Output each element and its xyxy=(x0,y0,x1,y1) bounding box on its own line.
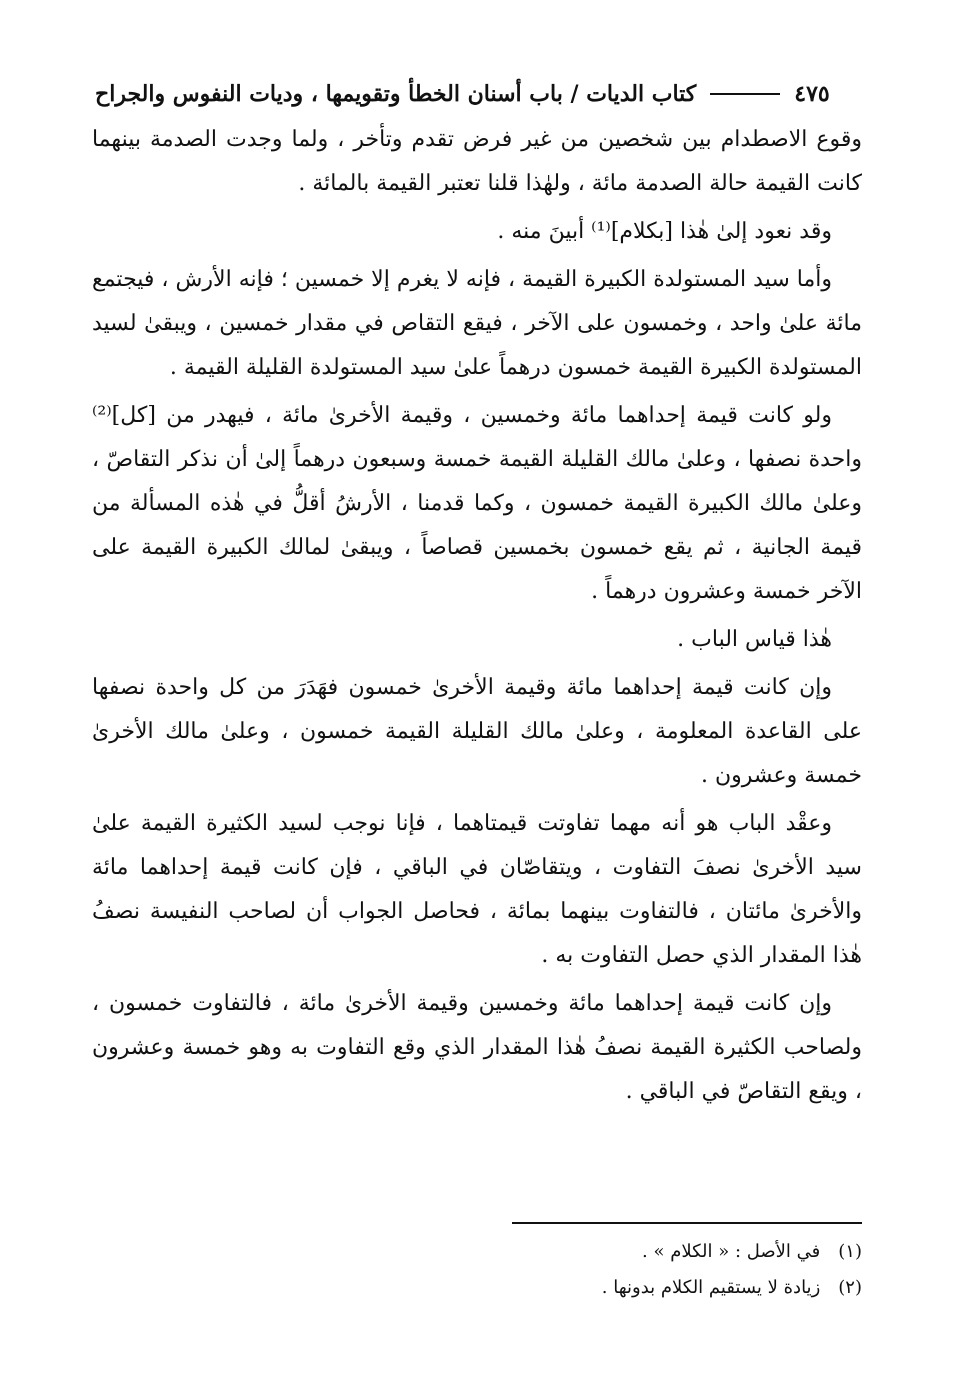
paragraph: وأما سيد المستولدة الكبيرة القيمة ، فإنه لا يغرم إلا خمسين ؛ فإنه الأرش ، فيجتمع مائة علىٰ واحد ، وخمسون على الآخر ، فيقع التقاص في مقدار خمسين ، ويبقىٰ لسيد المستولدة الكبيرة القيمة خمسون درهماً علىٰ سيد المستولدة القليلة القيمة . xyxy=(92,267,862,380)
paragraph: وعقْد الباب هو أنه مهما تفاوتت قيمتاهما ، فإنا نوجب لسيد الكثيرة القيمة علىٰ سيد الأخرىٰ نصفَ التفاوت ، ويتقاصّان في الباقي ، فإن كانت قيمة إحداهما مائة والأخرىٰ مائتان ، فالتفاوت بينهما بمائة ، فحاصل الجواب أن لصاحب النفيسة نصفُ هٰذا المقدار الذي حصل التفاوت به . xyxy=(92,811,862,968)
footnote-number: (١) xyxy=(838,1241,862,1262)
footnote-number: (٢) xyxy=(838,1277,862,1298)
paragraph: وإن كانت قيمة إحداهما مائة وقيمة الأخرىٰ خمسون فهَدَرَ من كل واحدة نصفها على القاعدة المعلومة ، وعلىٰ مالك القليلة القيمة خمسون ، وعلىٰ مالك الأخرىٰ خمسة وعشرون . xyxy=(92,675,862,788)
footnote-separator xyxy=(512,1222,862,1224)
paragraph: هٰذا قياس الباب . xyxy=(677,627,832,652)
footnote-text: في الأصل : « الكلام » . xyxy=(642,1241,821,1262)
paragraph: ولو كانت قيمة إحداهما مائة وخمسين ، وقيمة الأخرىٰ مائة ، فيهدر من [كل]⁽²⁾ واحدة نصفها ، وعلىٰ مالك القليلة القيمة خمسة وسبعون درهماً إلىٰ أن نذكر التقاصّ ، وعلىٰ مالك الكبيرة القيمة خمسون ، وكما قدمنا ، الأرشُ أقلُّ في هٰذه المسألة من قيمة الجانية ، ثم يقع خمسون بخمسين قصاصاً ، ويبقىٰ لمالك الكبيرة القيمة على الآخر خمسة وعشرون درهماً . xyxy=(92,403,862,604)
page-number: ٤٧٥ xyxy=(794,81,830,107)
paragraph: وقوع الاصطدام بين شخصين من غير فرض تقدم وتأخر ، ولما وجدت الصدمة بينهما كانت القيمة حالة الصدمة مائة ، ولهٰذا قلنا تعتبر القيمة بالمائة . xyxy=(92,127,862,196)
main-text xyxy=(92,118,862,1118)
running-header xyxy=(95,74,862,114)
footnotes xyxy=(92,1222,862,1306)
paragraph: وإن كانت قيمة إحداهما مائة وخمسين وقيمة الأخرىٰ مائة ، فالتفاوت خمسون ، ولصاحب الكثيرة القيمة نصفُ هٰذا المقدار الذي وقع التفاوت به وهو خمسة وعشرون ، ويقع التقاصّ في الباقي . xyxy=(92,991,862,1104)
header-rule xyxy=(710,93,780,95)
paragraph: وقد نعود إلىٰ هٰذا [بكلام]⁽¹⁾ أبينَ منه . xyxy=(497,219,832,244)
header-title: كتاب الديات / باب أسنان الخطأ وتقويمها ، وديات النفوس والجراح xyxy=(95,81,697,107)
footnote-text: زيادة لا يستقيم الكلام بدونها . xyxy=(601,1277,821,1298)
footnote-item xyxy=(92,1270,862,1306)
footnote-item xyxy=(92,1234,862,1270)
